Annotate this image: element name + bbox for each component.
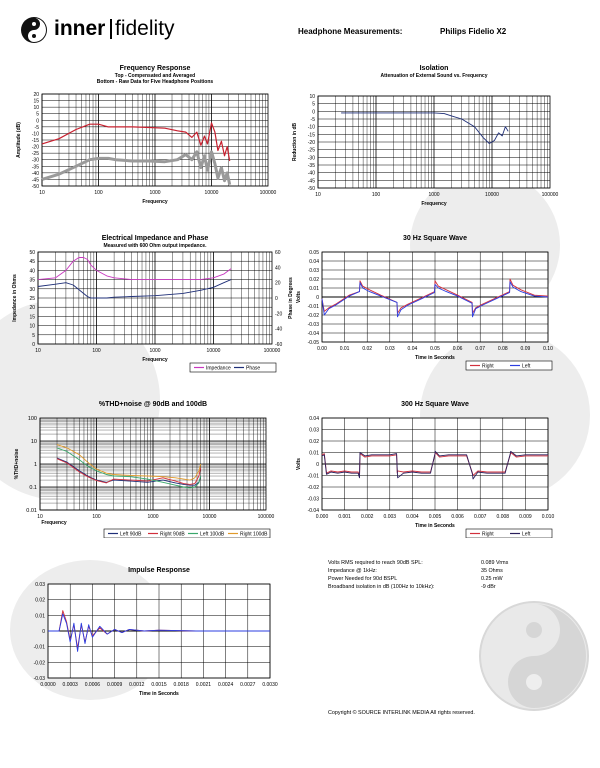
x-tick-label: 10 bbox=[39, 190, 45, 196]
x-axis-label: Frequency bbox=[41, 520, 67, 526]
x-tick-label: 1000 bbox=[428, 192, 440, 198]
y-tick-label: 0.01 bbox=[35, 613, 45, 620]
x-tick-label: 100000 bbox=[263, 348, 281, 354]
y-tick-label: 0.02 bbox=[35, 597, 45, 604]
x-axis-label: Frequency bbox=[421, 201, 447, 207]
y-tick-label: 5 bbox=[312, 101, 315, 108]
y-tick-label: 0.04 bbox=[309, 416, 319, 422]
x-tick-label: 10000 bbox=[206, 348, 221, 354]
x-tick-label: 0.02 bbox=[362, 346, 373, 352]
x-tick-label: 100 bbox=[92, 348, 101, 354]
y-tick-label: 0.1 bbox=[29, 485, 37, 491]
y-tick-label: -25 bbox=[31, 151, 39, 158]
y-tick-label: 0.05 bbox=[309, 250, 319, 256]
y-tick-label: -35 bbox=[307, 163, 315, 169]
y-axis-label: Amplitude (dB) bbox=[16, 122, 22, 158]
y-tick-label: 0.01 bbox=[309, 450, 319, 457]
y-tick-label: -0.03 bbox=[307, 322, 319, 328]
y-tick-label: -50 bbox=[31, 184, 39, 190]
x-tick-label: 0.08 bbox=[497, 346, 508, 352]
x-axis-label: Frequency bbox=[142, 357, 168, 363]
info-label-isolation: Broadband isolation in dB (100Hz to 10kHz): bbox=[328, 584, 435, 590]
x-tick-label: 0.0015 bbox=[151, 682, 167, 688]
y-tick-label: 45 bbox=[29, 259, 35, 266]
y-tick-label: -30 bbox=[31, 157, 39, 164]
x-tick-label: 0.009 bbox=[519, 514, 532, 520]
x-tick-label: 100000 bbox=[257, 514, 275, 520]
y-tick-label: -20 bbox=[307, 140, 315, 146]
info-table bbox=[328, 560, 528, 600]
y-tick-label: 30 bbox=[29, 286, 35, 293]
x-tick-label: 10000 bbox=[204, 190, 219, 196]
y-tick-label: -0.02 bbox=[307, 313, 319, 319]
chart-title: %THD+noise @ 90dB and 100dB bbox=[98, 401, 208, 408]
x-tick-label: 0.03 bbox=[384, 346, 395, 352]
y-tick-label: 0.03 bbox=[309, 268, 319, 274]
legend-label: Impedance bbox=[206, 365, 231, 372]
y-tick-label: 0.01 bbox=[26, 508, 37, 514]
y-tick-label: 1 bbox=[33, 462, 37, 468]
frequency-response-chart bbox=[0, 62, 290, 212]
legend-label: Left 100dB bbox=[200, 531, 225, 538]
y-axis-label: %THD+noise bbox=[14, 448, 20, 480]
info-label-volts: Volts RMS required to reach 90dB SPL: bbox=[328, 560, 423, 566]
info-value-power: 0.25 mW bbox=[481, 576, 503, 582]
header-section: Headphone Measurements: bbox=[298, 27, 403, 36]
thd-noise-chart bbox=[0, 398, 290, 538]
x-tick-label: 0.000 bbox=[315, 514, 329, 520]
y-tick-label: 10 bbox=[33, 105, 39, 112]
x-axis-label: Time in Seconds bbox=[139, 691, 179, 697]
y-tick-label: -20 bbox=[31, 144, 39, 151]
x-tick-label: 0.05 bbox=[430, 346, 440, 352]
x-tick-label: 100 bbox=[371, 192, 381, 198]
x-tick-label: 0.007 bbox=[473, 514, 487, 520]
y-tick-label: 0 bbox=[316, 295, 319, 301]
brand-inner: inner bbox=[54, 17, 106, 40]
x-tick-label: 0.010 bbox=[541, 514, 555, 520]
y-tick-label: -15 bbox=[307, 132, 315, 139]
isolation-chart bbox=[290, 62, 600, 212]
x-tick-label: 0.06 bbox=[452, 346, 463, 352]
x-tick-label: 0.008 bbox=[496, 514, 510, 520]
header-model: Philips Fidelio X2 bbox=[440, 27, 507, 36]
y-tick-label: -0.01 bbox=[307, 473, 319, 480]
y-tick-label: 5 bbox=[32, 332, 35, 339]
y-tick-label: 40 bbox=[29, 268, 35, 275]
y2-tick-label: 40 bbox=[275, 265, 281, 272]
chart-title: Impulse Response bbox=[128, 567, 190, 574]
legend-label: Left 90dB bbox=[120, 531, 142, 538]
y-axis-label: Impedance in Ohms bbox=[12, 274, 18, 322]
x-tick-label: 0.01 bbox=[339, 346, 350, 352]
y-tick-label: 10 bbox=[29, 323, 35, 330]
y-tick-label: 0 bbox=[32, 342, 35, 348]
y-tick-label: 25 bbox=[29, 296, 35, 302]
x-tick-label: 0.04 bbox=[407, 346, 418, 352]
x-tick-label: 10 bbox=[37, 514, 43, 520]
x-axis-label: Frequency bbox=[142, 199, 168, 205]
info-value-impedance: 35 Ohms bbox=[481, 568, 503, 574]
brand-fidelity: fidelity bbox=[115, 17, 175, 40]
y-tick-label: 20 bbox=[29, 305, 35, 312]
y2-axis-label: Phase in Degrees bbox=[288, 277, 294, 319]
y2-tick-label: -40 bbox=[275, 326, 283, 333]
y-axis-label: Volts bbox=[296, 291, 302, 303]
square-wave-300hz-chart bbox=[290, 398, 600, 538]
y-tick-label: -45 bbox=[307, 178, 315, 185]
logo-icon bbox=[20, 16, 48, 44]
brand-logo bbox=[20, 16, 190, 44]
y-tick-label: -0.02 bbox=[33, 660, 45, 667]
y-tick-label: 0 bbox=[42, 629, 45, 635]
x-tick-label: 0.0018 bbox=[173, 682, 189, 688]
y-tick-label: 35 bbox=[29, 277, 35, 284]
y-tick-label: -10 bbox=[307, 124, 315, 131]
info-label-power: Power Needed for 90d BSPL bbox=[328, 576, 398, 582]
y-tick-label: -25 bbox=[307, 147, 315, 154]
x-tick-label: 0.004 bbox=[406, 514, 419, 520]
y-axis-label: Reduction in dB bbox=[292, 122, 298, 162]
y-tick-label: 15 bbox=[29, 314, 35, 321]
x-tick-label: 0.003 bbox=[383, 514, 397, 520]
brand-divider bbox=[110, 19, 112, 39]
y-tick-label: 0.02 bbox=[309, 277, 319, 283]
x-tick-label: 0.10 bbox=[543, 346, 553, 352]
y2-tick-label: -20 bbox=[275, 311, 283, 318]
x-tick-label: 10000 bbox=[202, 514, 217, 520]
x-tick-label: 1000 bbox=[147, 514, 159, 520]
y2-tick-label: 60 bbox=[275, 250, 281, 256]
y-tick-label: 0 bbox=[316, 462, 319, 468]
x-tick-label: 0.0000 bbox=[40, 682, 56, 688]
x-tick-label: 0.0006 bbox=[84, 682, 101, 688]
y2-tick-label: 0 bbox=[275, 296, 278, 302]
x-tick-label: 0.09 bbox=[520, 346, 531, 352]
y-tick-label: -35 bbox=[31, 164, 39, 171]
y-tick-label: -0.03 bbox=[307, 496, 319, 503]
y-tick-label: 20 bbox=[33, 92, 39, 98]
y-tick-label: 50 bbox=[29, 250, 35, 256]
x-tick-label: 1000 bbox=[149, 348, 161, 354]
info-label-impedance: Impedance @ 1kHz: bbox=[328, 568, 377, 574]
y-tick-label: -45 bbox=[31, 177, 39, 184]
y-axis-label: Volts bbox=[296, 458, 302, 470]
y-tick-label: -40 bbox=[307, 170, 315, 177]
y-tick-label: 0.04 bbox=[309, 259, 319, 265]
y-tick-label: -30 bbox=[307, 155, 315, 162]
chart-subtitle: Measured with 600 Ohm output impedance. bbox=[103, 243, 207, 249]
legend-label: Right bbox=[482, 363, 494, 370]
x-tick-label: 10 bbox=[315, 192, 321, 198]
y-tick-label: -5 bbox=[34, 124, 39, 131]
copyright: Copyright © SOURCE INTERLINK MEDIA All rights reserved. bbox=[328, 710, 475, 716]
info-value-isolation: -9 dBr bbox=[481, 584, 496, 590]
legend-label: Right 100dB bbox=[240, 531, 268, 538]
chart-subtitle: Top - Compensated and Averaged bbox=[114, 73, 196, 79]
chart-title: 300 Hz Square Wave bbox=[401, 401, 469, 408]
y-tick-label: -0.04 bbox=[307, 331, 319, 337]
x-tick-label: 0.006 bbox=[451, 514, 464, 520]
chart-title: 30 Hz Square Wave bbox=[403, 235, 467, 242]
y-tick-label: 10 bbox=[30, 439, 37, 445]
chart-title: Electrical Impedance and Phase bbox=[101, 235, 209, 242]
chart-title: Isolation bbox=[419, 65, 449, 72]
y-tick-label: -10 bbox=[31, 131, 39, 138]
x-tick-label: 100 bbox=[92, 514, 101, 520]
y-tick-label: -0.04 bbox=[307, 508, 319, 514]
y-tick-label: -40 bbox=[31, 170, 39, 177]
y-tick-label: -0.01 bbox=[33, 644, 45, 651]
y-tick-label: 10 bbox=[309, 94, 315, 100]
x-tick-label: 1000 bbox=[149, 190, 161, 196]
y-tick-label: 0.02 bbox=[309, 439, 319, 445]
y-tick-label: 5 bbox=[36, 111, 39, 118]
x-tick-label: 100 bbox=[94, 190, 103, 196]
x-tick-label: 0.005 bbox=[428, 514, 442, 520]
x-tick-label: 0.001 bbox=[338, 514, 351, 520]
x-axis-label: Time in Seconds bbox=[415, 355, 455, 361]
x-tick-label: 0.0009 bbox=[106, 682, 123, 688]
x-tick-label: 0.0027 bbox=[240, 682, 256, 688]
y2-tick-label: 20 bbox=[275, 280, 281, 287]
chart-subtitle: Attenuation of External Sound vs. Frequency bbox=[380, 73, 488, 79]
y-tick-label: -0.02 bbox=[307, 485, 319, 491]
legend-label: Right bbox=[482, 531, 494, 538]
x-tick-label: 100000 bbox=[259, 190, 277, 196]
legend-label: Phase bbox=[246, 365, 261, 372]
legend-label: Left bbox=[522, 531, 531, 538]
y-tick-label: 0.03 bbox=[35, 582, 45, 588]
impulse-response-chart bbox=[0, 564, 290, 709]
x-tick-label: 10000 bbox=[485, 192, 499, 198]
x-axis-label: Time in Seconds bbox=[415, 523, 455, 529]
square-wave-30hz-chart bbox=[290, 232, 600, 382]
x-tick-label: 10 bbox=[35, 348, 41, 354]
y-tick-label: -50 bbox=[307, 186, 315, 192]
x-tick-label: 0.002 bbox=[360, 514, 374, 520]
y-tick-label: 0 bbox=[312, 109, 315, 116]
y-tick-label: 15 bbox=[33, 98, 39, 105]
y-tick-label: -0.01 bbox=[307, 304, 319, 310]
chart-title: Frequency Response bbox=[119, 65, 191, 72]
y-tick-label: 0.01 bbox=[309, 286, 319, 292]
y-tick-label: -0.03 bbox=[33, 676, 45, 682]
x-tick-label: 0.0003 bbox=[62, 682, 78, 688]
x-tick-label: 0.0012 bbox=[129, 682, 145, 688]
chart-subtitle: Bottom - Raw Data for Five Headphone Positions bbox=[96, 79, 214, 85]
yin-yang-watermark-icon bbox=[478, 600, 590, 712]
y-tick-label: -15 bbox=[31, 138, 39, 144]
info-value-volts: 0.089 Vrms bbox=[481, 560, 509, 566]
y-tick-label: 100 bbox=[27, 416, 37, 422]
impedance-phase-chart bbox=[0, 232, 300, 382]
legend-label: Right 90dB bbox=[160, 531, 185, 538]
x-tick-label: 0.00 bbox=[317, 346, 327, 352]
y-tick-label: 0 bbox=[36, 118, 39, 125]
x-tick-label: 0.07 bbox=[475, 346, 486, 352]
x-tick-label: 0.0024 bbox=[217, 682, 234, 688]
y-tick-label: -0.05 bbox=[307, 340, 319, 346]
x-tick-label: 100000 bbox=[541, 192, 559, 198]
x-tick-label: 0.0030 bbox=[262, 682, 278, 688]
y-tick-label: 0.03 bbox=[309, 427, 319, 434]
legend-label: Left bbox=[522, 363, 531, 370]
y-tick-label: -5 bbox=[310, 117, 315, 123]
x-tick-label: 0.0021 bbox=[195, 682, 212, 688]
y2-tick-label: -60 bbox=[275, 342, 283, 348]
